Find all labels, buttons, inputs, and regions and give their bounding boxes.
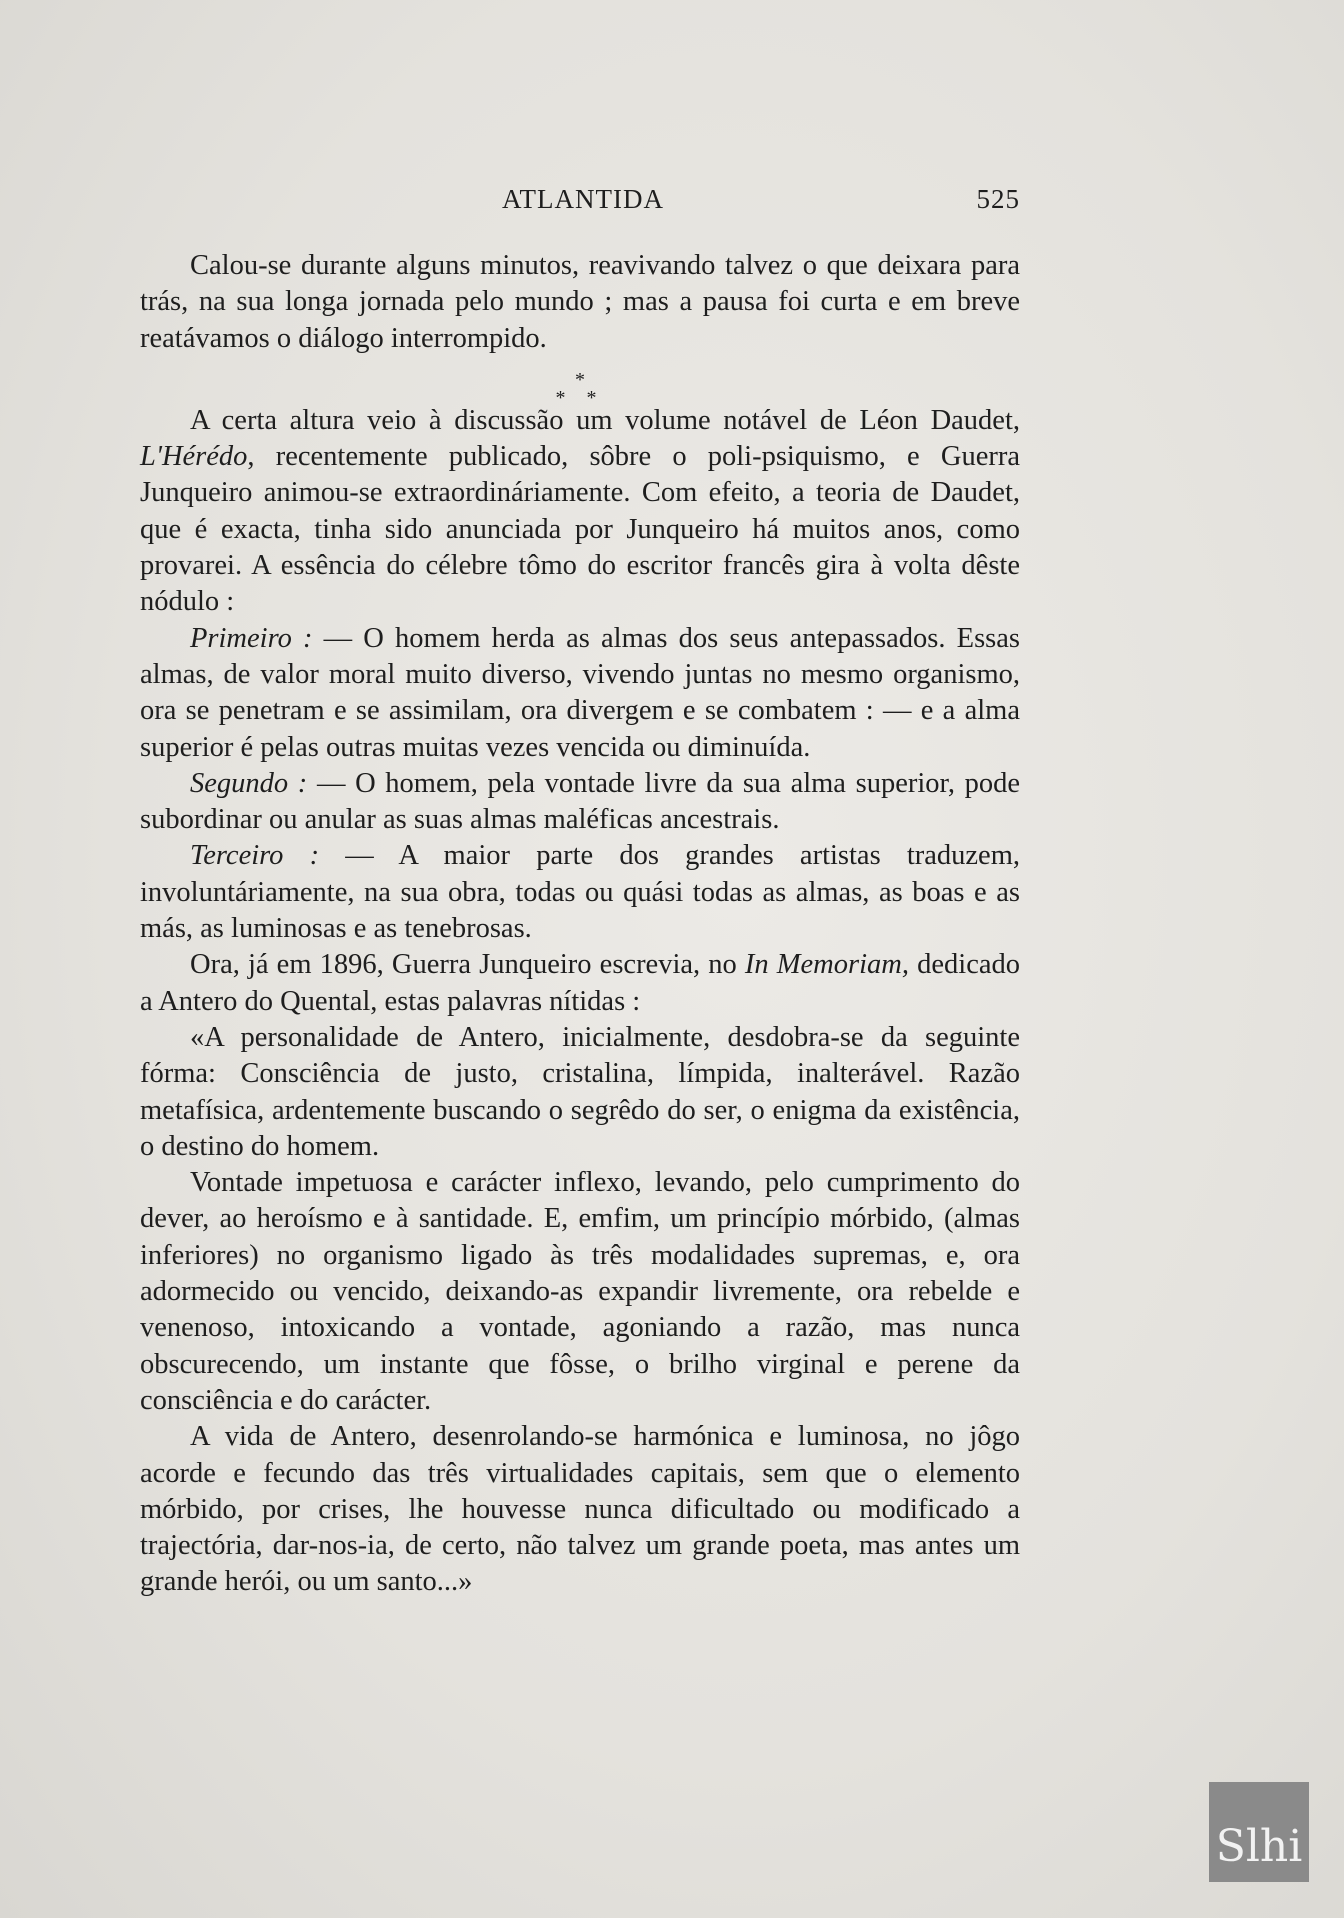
page-number: 525: [976, 184, 1020, 214]
quote-paragraph-1: «A personalidade de Antero, inicialmente, desdobra-se da seguinte fórma: Consciência de justo, cristalina, límpida, inalterável. Razão metafísica, ardentemente buscando o segrêdo do ser, o enigma da existência, o destino do homem.: [140, 1021, 1020, 1162]
text-primeiro: — O homem herda as almas dos seus antepassados. Essas almas, de valor moral muito diverso, vivendo juntas no mesmo organismo, ora se penetram e se assimilam, ora divergem e se combatem : — e a alma superior é pelas outras muitas vezes vencida ou diminuída.: [140, 622, 1021, 763]
running-title: ATLANTIDA: [502, 184, 664, 214]
text-terceiro: — A maior parte dos grandes artistas traduzem, involuntáriamente, na sua obra, todas ou quási todas as almas, as boas e as más, as luminosas e as tenebrosas.: [140, 840, 1020, 945]
page-body: [140, 248, 1020, 1601]
label-terceiro: Terceiro :: [190, 840, 320, 872]
title-in-memoriam: In Memoriam,: [744, 949, 909, 981]
asterism-bottom: * *: [555, 386, 605, 409]
label-primeiro: Primeiro :: [190, 622, 313, 654]
book-title-lheredo: L'Hérédo: [140, 441, 248, 473]
paragraph-2-text-b: , recentemente publicado, sôbre o poli-psiquismo, e Guerra Junqueiro animou-se extraordináriamente. Com efeito, a teoria de Daudet, que é exacta, tinha sido anunciada por Junqueiro há muitos anos, como provarei. A essência do célebre tômo do escritor francês gira à volta dêste nódulo :: [140, 441, 1020, 618]
library-logo: Slhi: [1209, 1782, 1309, 1882]
asterism: [140, 363, 1020, 409]
paragraph-1: Calou-se durante alguns minutos, reavivando talvez o que deixara para trás, na sua longa jornada pelo mundo ; mas a pausa foi curta e em breve reatávamos o diálogo interrompido.: [140, 250, 1020, 354]
paragraph-2-text-a: A certa altura veio à discussão um volume notável de Léon Daudet,: [190, 404, 1020, 436]
paragraph-terceiro: [140, 838, 1020, 947]
paragraph-ora-text-a: Ora, já em 1896, Guerra Junqueiro escrevia, no: [190, 949, 745, 981]
asterism-top: *: [575, 368, 585, 391]
quote-paragraph-2: Vontade impetuosa e carácter inflexo, levando, pelo cumprimento do dever, ao heroísmo e à santidade. E, emfim, um princípio mórbido, (almas inferiores) no organismo ligado às três modalidades supremas, e, ora adormecido ou vencido, deixando-as expandir livremente, ora rebelde e venenoso, intoxicando a vontade, agoniando a razão, mas nunca obscurecendo, um instante que fôsse, o brilho virginal e perene da consciência e do carácter.: [140, 1167, 1020, 1416]
label-segundo: Segundo :: [190, 767, 308, 799]
page-header: [140, 184, 1020, 224]
text-segundo: — O homem, pela vontade livre da sua alma superior, pode subordinar ou anular as suas almas maléficas ancestrais.: [140, 767, 1021, 836]
quote-paragraph-3: A vida de Antero, desenrolando-se harmónica e luminosa, no jôgo acorde e fecundo das três virtualidades capitais, sem que o elemento mórbido, por crises, lhe houvesse nunca dificultado ou modificado a trajectória, dar-nos-ia, de certo, não talvez um grande poeta, mas antes um grande herói, ou um santo...»: [140, 1421, 1020, 1598]
paragraph-2: [140, 403, 1020, 621]
paragraph-ora-text-b: dedicado a Antero do Quental, estas palavras nítidas :: [140, 949, 1021, 1017]
paragraph-ora: [140, 947, 1020, 1020]
paragraph-segundo: [140, 766, 1020, 839]
paragraph-primeiro: [140, 621, 1020, 766]
